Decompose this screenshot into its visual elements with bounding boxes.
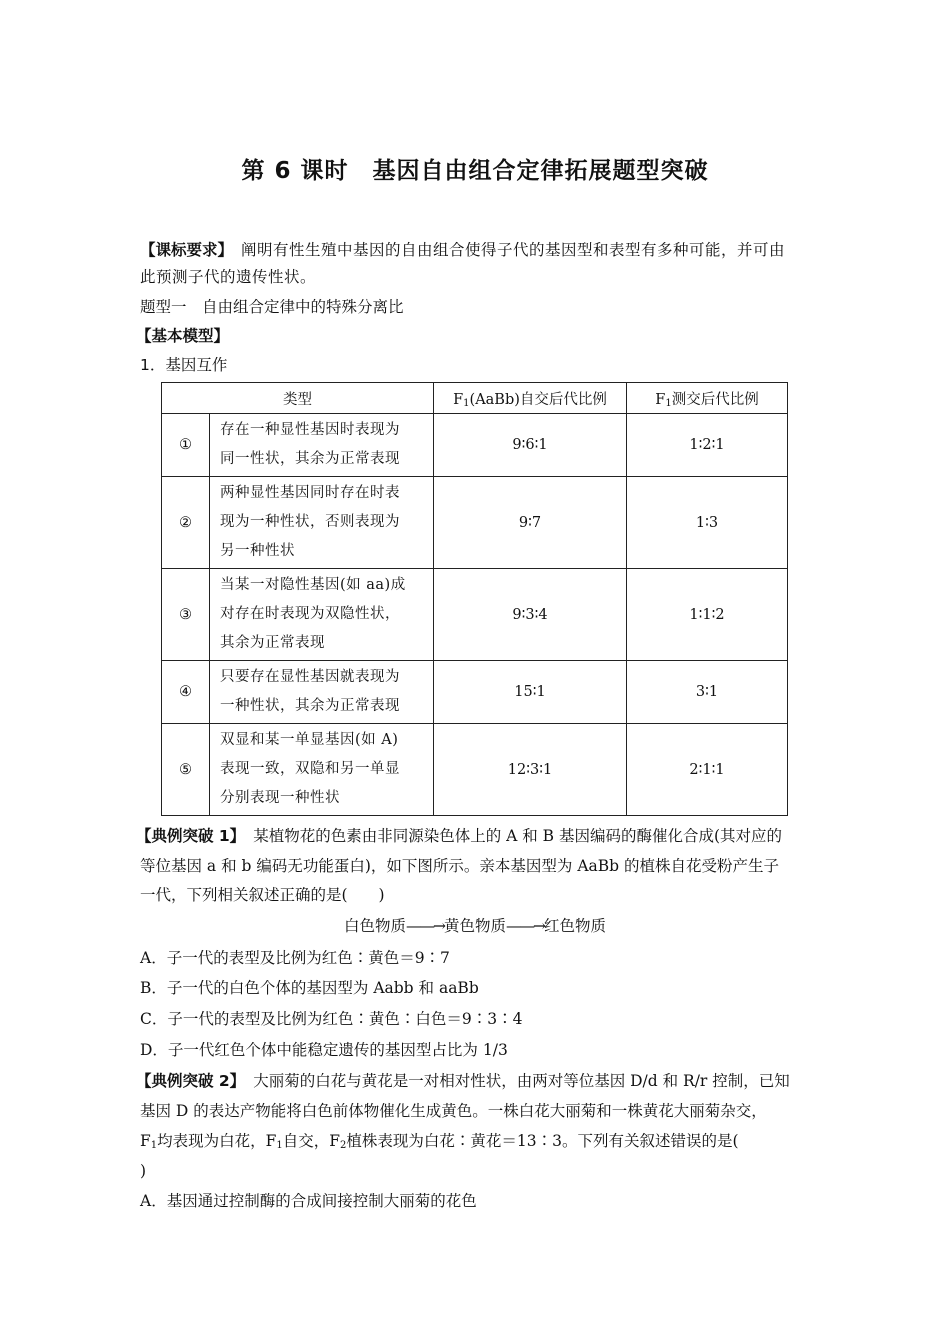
- row-selfcross-ratio: 12∶3∶1: [434, 724, 627, 816]
- example2-line-1: [136, 1070, 790, 1092]
- example1-option-c: C．子一代的表型及比例为红色∶黄色∶白色＝9∶3∶4: [140, 1010, 523, 1028]
- example2-option-a: A．基因通过控制酶的合成间接控制大丽菊的花色: [140, 1192, 477, 1210]
- row-testcross-ratio: 1∶2∶1: [627, 414, 788, 477]
- row-testcross-ratio: 3∶1: [627, 661, 788, 724]
- table-row: [162, 661, 788, 724]
- example1-line-1: [136, 825, 782, 847]
- row-selfcross-ratio: 9∶7: [434, 477, 627, 569]
- row-number: ②: [162, 477, 210, 569]
- row-testcross-ratio: 2∶1∶1: [627, 724, 788, 816]
- gene-interaction-table: [161, 382, 788, 816]
- table-row: [162, 724, 788, 816]
- row-number: ⑤: [162, 724, 210, 816]
- item-gene-interaction: 1．基因互作: [140, 356, 228, 374]
- row-number: ④: [162, 661, 210, 724]
- row-selfcross-ratio: 9∶6∶1: [434, 414, 627, 477]
- header-selfcross: $F_1(AaBb)$自交后代比例: [434, 383, 627, 414]
- header-testcross: $F_1$测交后代比例: [627, 383, 788, 414]
- pathway-yellow: 黄色物质: [443, 917, 506, 935]
- example2-label: 【典例突破 2】: [136, 1072, 246, 1090]
- row-testcross-ratio: 1∶3: [627, 477, 788, 569]
- example1-line-3: 一代，下列相关叙述正确的是( ): [140, 886, 385, 904]
- example2-text-1: 大丽菊的白花与黄花是一对相对性状，由两对等位基因 D/d 和 R/r 控制，已知: [253, 1072, 790, 1090]
- header-type: 类型: [162, 383, 434, 414]
- requirement-label: 【课标要求】: [140, 241, 234, 259]
- basic-model-heading: 【基本模型】: [136, 327, 230, 345]
- row-selfcross-ratio: 9∶3∶4: [434, 569, 627, 661]
- pathway-red: 红色物质: [544, 917, 607, 935]
- pigment-pathway: [0, 914, 950, 936]
- example1-option-d: D．子一代红色个体中能稳定遗传的基因型占比为 1/3: [140, 1041, 508, 1059]
- pathway-arrow-1: ——→: [405, 917, 444, 935]
- row-description: 存在一种显性基因时表现为 同一性状，其余为正常表现: [210, 414, 434, 477]
- row-description: 当某一对隐性基因(如 aa)成 对存在时表现为双隐性状， 其余为正常表现: [210, 569, 434, 661]
- row-selfcross-ratio: 15∶1: [434, 661, 627, 724]
- row-description: 两种显性基因同时存在时表 现为一种性状，否则表现为 另一种性状: [210, 477, 434, 569]
- pathway-arrow-2: ——→: [506, 917, 544, 935]
- example1-option-b: B．子一代的白色个体的基因型为 Aabb 和 aaBb: [140, 979, 479, 997]
- page-title: 第 6 课时 基因自由组合定律拓展题型突破: [241, 158, 709, 184]
- requirement-line-2: 此预测子代的遗传性状。: [140, 268, 317, 286]
- row-number: ①: [162, 414, 210, 477]
- table-row: [162, 477, 788, 569]
- example2-line-2: 基因 D 的表达产物能将白色前体物催化生成黄色。一株白花大丽菊和一株黄花大丽菊杂交，: [140, 1102, 767, 1120]
- table-row: [162, 414, 788, 477]
- pathway-white: 白色物质: [343, 917, 406, 935]
- row-testcross-ratio: 1∶1∶2: [627, 569, 788, 661]
- example1-option-a: A．子一代的表型及比例为红色∶黄色＝9∶7: [140, 949, 450, 967]
- requirement-text-1: 阐明有性生殖中基因的自由组合使得子代的基因型和表型有多种可能，并可由: [241, 241, 786, 259]
- example2-line-4: ): [140, 1162, 147, 1180]
- table-row: [162, 569, 788, 661]
- example1-line-2: 等位基因 a 和 b 编码无功能蛋白)，如下图所示。亲本基因型为 AaBb 的植株自花受粉产生子: [140, 857, 780, 875]
- row-number: ③: [162, 569, 210, 661]
- table-header-row: [162, 383, 788, 414]
- row-description: 双显和某一单显基因(如 A) 表现一致，双隐和另一单显 分别表现一种性状: [210, 724, 434, 816]
- section-heading-1: 题型一 自由组合定律中的特殊分离比: [140, 298, 404, 316]
- row-description: 只要存在显性基因就表现为 一种性状，其余为正常表现: [210, 661, 434, 724]
- requirement-line-1: [140, 239, 785, 261]
- example1-label: 【典例突破 1】: [136, 827, 246, 845]
- example1-text-1: 某植物花的色素由非同源染色体上的 A 和 B 基因编码的酶催化合成(其对应的: [253, 827, 783, 845]
- example2-line-3: $F_1$均表现为白花，$F_1$自交，$F_2$植株表现为白花∶黄花＝13∶3。下列有关叙述错误的是(: [140, 1132, 739, 1151]
